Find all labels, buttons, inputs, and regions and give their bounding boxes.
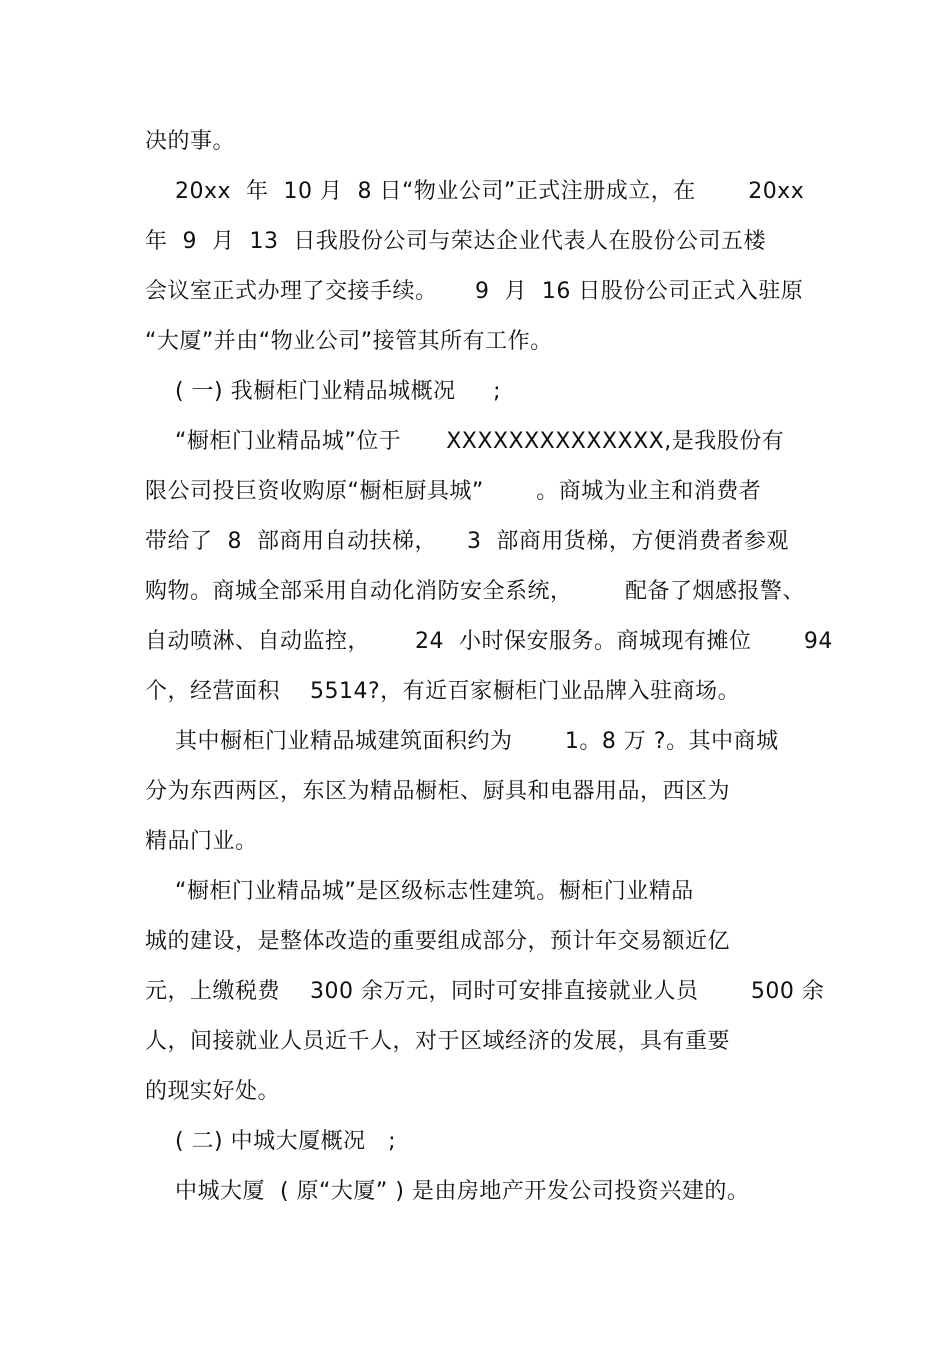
text-line: 精品门业。: [145, 829, 258, 854]
text-line: 会议室正式办理了交接手续。 9 月 16 日股份公司正式入驻原: [145, 279, 804, 304]
text-line: 其中橱柜门业精品城建筑面积约为 1。8 万 ?。其中商城: [145, 729, 779, 754]
section-heading: ( 一) 我橱柜门业精品城概况 ;: [145, 379, 502, 404]
section-heading: ( 二) 中城大厦概况 ;: [145, 1129, 397, 1154]
text-line: 个，经营面积 5514?，有近百家橱柜门业品牌入驻商场。: [145, 679, 741, 704]
text-line: 中城大厦 ( 原“大厦” ) 是由房地产开发公司投资兴建的。: [145, 1179, 750, 1204]
text-line: “橱柜门业精品城”是区级标志性建筑。橱柜门业精品: [145, 879, 694, 904]
text-line: 决的事。: [145, 129, 236, 154]
text-line: “大厦”并由“物业公司”接管其所有工作。: [145, 329, 553, 354]
text-line: “橱柜门业精品城”位于 XXXXXXXXXXXXXX,是我股份有: [145, 429, 785, 454]
text-line: 年 9 月 13 日我股份公司与荣达企业代表人在股份公司五楼: [145, 229, 766, 254]
text-line: 20xx 年 10 月 8 日“物业公司”正式注册成立，在 20xx: [145, 179, 805, 204]
text-line: 人，间接就业人员近千人，对于区域经济的发展，具有重要: [145, 1029, 731, 1054]
text-line: 分为东西两区，东区为精品橱柜、厨具和电器用品，西区为: [145, 779, 731, 804]
text-line: 购物。商城全部采用自动化消防安全系统， 配备了烟感报警、: [145, 579, 805, 604]
text-line: 的现实好处。: [145, 1079, 281, 1104]
text-line: 城的建设，是整体改造的重要组成部分，预计年交易额近亿: [145, 929, 731, 954]
text-line: 带给了 8 部商用自动扶梯， 3 部商用货梯，方便消费者参观: [145, 529, 789, 554]
text-line: 限公司投巨资收购原“橱柜厨具城” 。商城为业主和消费者: [145, 479, 762, 504]
text-line: 元，上缴税费 300 余万元，同时可安排直接就业人员 500 余: [145, 979, 825, 1004]
text-line: 自动喷淋、自动监控， 24 小时保安服务。商城现有摊位 94: [145, 629, 833, 654]
